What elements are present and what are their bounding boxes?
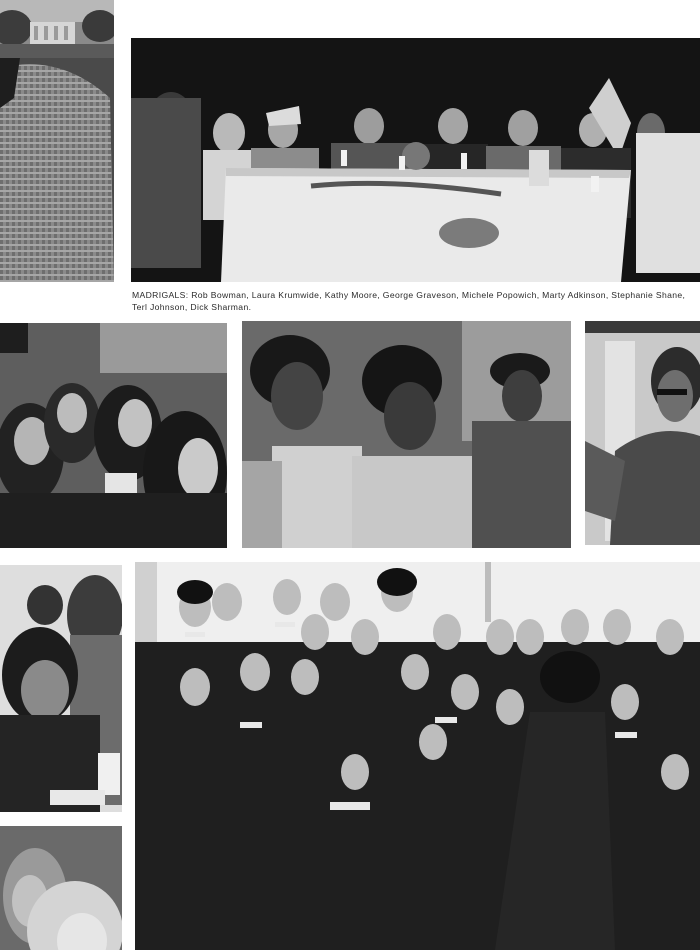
photo-caption: MADRIGALS: Rob Bowman, Laura Krumwide, Kathy Moore, George Graveson, Michele Popowich, Marty Adkinson, Stephanie Shane, Terl Johnson, Dick Sharman. [132,290,686,312]
photo-students-reading [0,565,122,812]
photo-girls-singing [0,323,227,548]
photo-madrigals-dinner [131,38,700,282]
photo-choir [135,562,700,950]
photo-student-plaid-jacket [0,58,114,282]
photo-monument-corner [0,0,114,58]
photo-boys-singing [242,321,571,548]
photo-director [585,321,700,545]
photo-girl-bottom-left [0,826,122,950]
